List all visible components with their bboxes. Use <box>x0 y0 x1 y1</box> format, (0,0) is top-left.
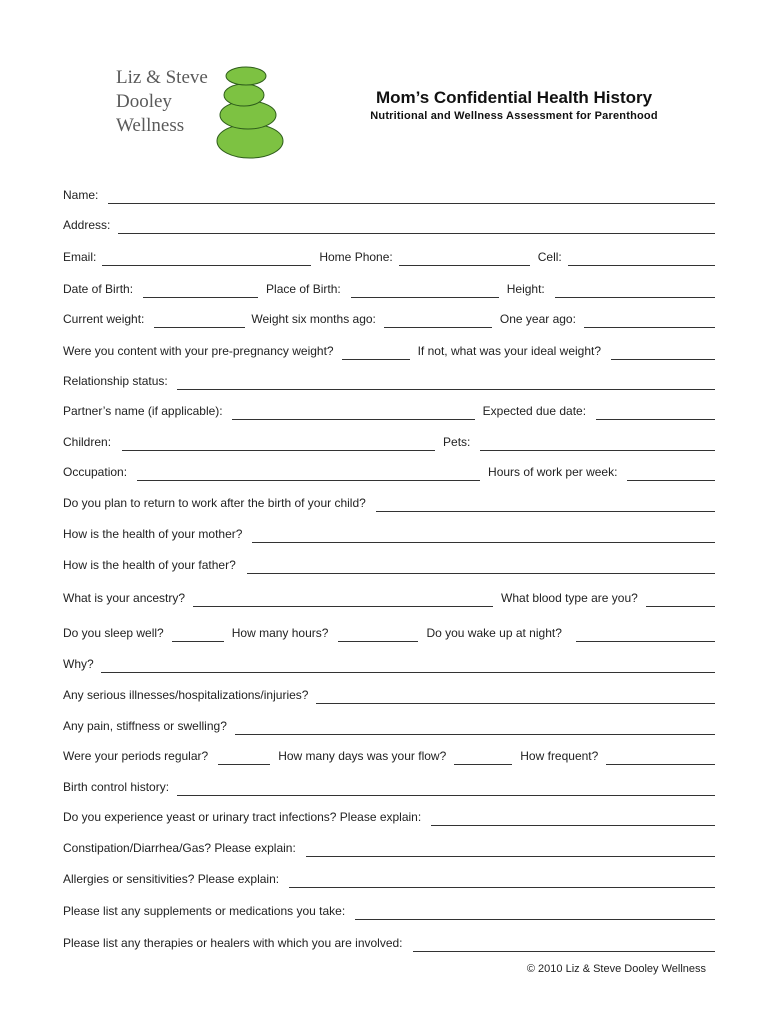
logo-line-1: Liz & Steve <box>116 67 208 88</box>
row-sleep <box>63 624 715 642</box>
label-hours-sleep: How many hours? <box>231 626 329 640</box>
digestion-field[interactable] <box>306 840 715 857</box>
label-supplements: Please list any supplements or medications you take: <box>63 904 346 918</box>
relationship-field[interactable] <box>177 373 715 390</box>
row-birth <box>63 280 715 298</box>
place-of-birth-field[interactable] <box>351 281 499 298</box>
label-therapies: Please list any therapies or healers with which you are involved: <box>63 936 403 950</box>
ancestry-field[interactable] <box>193 590 493 607</box>
label-weight-six-months: Weight six months ago: <box>251 312 376 326</box>
row-partner <box>63 402 715 420</box>
row-ancestry <box>63 589 715 607</box>
label-illnesses: Any serious illnesses/hospitalizations/injuries? <box>63 688 309 702</box>
label-ideal-weight: If not, what was your ideal weight? <box>417 344 602 358</box>
label-cell: Cell: <box>537 250 562 264</box>
label-mother-health: How is the health of your mother? <box>63 527 243 541</box>
father-health-field[interactable] <box>247 557 715 574</box>
partner-name-field[interactable] <box>232 403 475 420</box>
label-wake-night: Do you wake up at night? <box>426 626 562 640</box>
hours-work-field[interactable] <box>627 464 715 481</box>
therapies-field[interactable] <box>413 935 715 952</box>
frequent-field[interactable] <box>606 748 715 765</box>
row-weight <box>63 310 715 328</box>
page-title: Mom’s Confidential Health History <box>375 88 653 107</box>
hours-sleep-field[interactable] <box>338 625 418 642</box>
label-frequent: How frequent? <box>520 749 599 763</box>
row-periods <box>63 747 715 765</box>
name-field[interactable] <box>108 187 715 204</box>
label-relationship: Relationship status: <box>63 374 168 388</box>
mother-health-field[interactable] <box>252 526 715 543</box>
label-current-weight: Current weight: <box>63 312 145 326</box>
row-why <box>63 655 715 673</box>
label-allergies: Allergies or sensitivities? Please explain: <box>63 872 280 886</box>
label-name: Name: <box>63 188 99 202</box>
row-return-work <box>63 494 715 512</box>
pain-field[interactable] <box>235 718 715 735</box>
dob-field[interactable] <box>143 281 258 298</box>
label-children: Children: <box>63 435 112 449</box>
label-dob: Date of Birth: <box>63 282 134 296</box>
row-father-health <box>63 556 715 574</box>
return-work-field[interactable] <box>376 495 715 512</box>
allergies-field[interactable] <box>289 871 715 888</box>
label-ancestry: What is your ancestry? <box>63 591 186 605</box>
label-occupation: Occupation: <box>63 465 128 479</box>
label-partner-name: Partner’s name (if applicable): <box>63 404 223 418</box>
cell-field[interactable] <box>568 249 715 266</box>
label-periods-regular: Were your periods regular? <box>63 749 209 763</box>
label-pain: Any pain, stiffness or swelling? <box>63 719 227 733</box>
row-weight-content <box>63 342 715 360</box>
logo-line-2: Dooley <box>116 91 172 112</box>
label-hours-work: Hours of work per week: <box>488 465 618 479</box>
logo-line-3: Wellness <box>116 115 185 136</box>
height-field[interactable] <box>555 281 715 298</box>
label-content-weight: Were you content with your pre-pregnancy weight? <box>63 344 334 358</box>
label-return-work: Do you plan to return to work after the birth of your child? <box>63 496 366 510</box>
illnesses-field[interactable] <box>316 687 715 704</box>
row-pain <box>63 717 715 735</box>
row-mother-health <box>63 525 715 543</box>
label-address: Address: <box>63 218 111 232</box>
label-place-of-birth: Place of Birth: <box>266 282 341 296</box>
one-year-ago-field[interactable] <box>584 311 715 328</box>
row-allergies <box>63 870 715 888</box>
row-infections <box>63 808 715 826</box>
row-birth-control <box>63 778 715 796</box>
page-subtitle: Nutritional and Wellness Assessment for Parenthood <box>370 110 658 122</box>
row-therapies <box>63 934 715 952</box>
home-phone-field[interactable] <box>399 249 530 266</box>
row-relationship <box>63 372 715 390</box>
label-why: Why? <box>63 657 94 671</box>
flow-days-field[interactable] <box>454 748 512 765</box>
wake-night-field[interactable] <box>576 625 715 642</box>
label-digestion: Constipation/Diarrhea/Gas? Please explain: <box>63 841 296 855</box>
ideal-weight-field[interactable] <box>611 343 715 360</box>
row-supplements <box>63 902 715 920</box>
supplements-field[interactable] <box>355 903 715 920</box>
row-illnesses <box>63 686 715 704</box>
label-due-date: Expected due date: <box>482 404 587 418</box>
occupation-field[interactable] <box>137 464 480 481</box>
row-occupation <box>63 463 715 481</box>
row-family <box>63 433 715 451</box>
label-home-phone: Home Phone: <box>319 250 393 264</box>
label-pets: Pets: <box>443 435 471 449</box>
email-field[interactable] <box>102 249 311 266</box>
copyright-footer: © 2010 Liz & Steve Dooley Wellness <box>526 963 706 975</box>
current-weight-field[interactable] <box>154 311 245 328</box>
birth-control-field[interactable] <box>177 779 715 796</box>
due-date-field[interactable] <box>596 403 715 420</box>
row-name <box>63 186 715 204</box>
content-weight-field[interactable] <box>342 343 410 360</box>
children-field[interactable] <box>122 434 435 451</box>
label-flow-days: How many days was your flow? <box>278 749 447 763</box>
label-sleep-well: Do you sleep well? <box>63 626 164 640</box>
label-infections: Do you experience yeast or urinary tract infections? Please explain: <box>63 810 422 824</box>
pets-field[interactable] <box>480 434 715 451</box>
why-field[interactable] <box>101 656 715 673</box>
row-address <box>63 216 715 234</box>
address-field[interactable] <box>118 217 715 234</box>
label-one-year-ago: One year ago: <box>499 312 576 326</box>
label-email: Email: <box>63 250 97 264</box>
logo-text <box>116 66 208 138</box>
label-father-health: How is the health of your father? <box>63 558 236 572</box>
sleep-well-field[interactable] <box>172 625 224 642</box>
logo <box>116 66 286 162</box>
label-height: Height: <box>506 282 545 296</box>
label-birth-control: Birth control history: <box>63 780 170 794</box>
infections-field[interactable] <box>431 809 715 826</box>
periods-regular-field[interactable] <box>218 748 270 765</box>
blood-type-field[interactable] <box>646 590 715 607</box>
row-contact <box>63 248 715 266</box>
weight-six-months-field[interactable] <box>384 311 492 328</box>
row-digestion <box>63 839 715 857</box>
label-blood-type: What blood type are you? <box>501 591 638 605</box>
stacked-stones-icon <box>196 66 286 162</box>
